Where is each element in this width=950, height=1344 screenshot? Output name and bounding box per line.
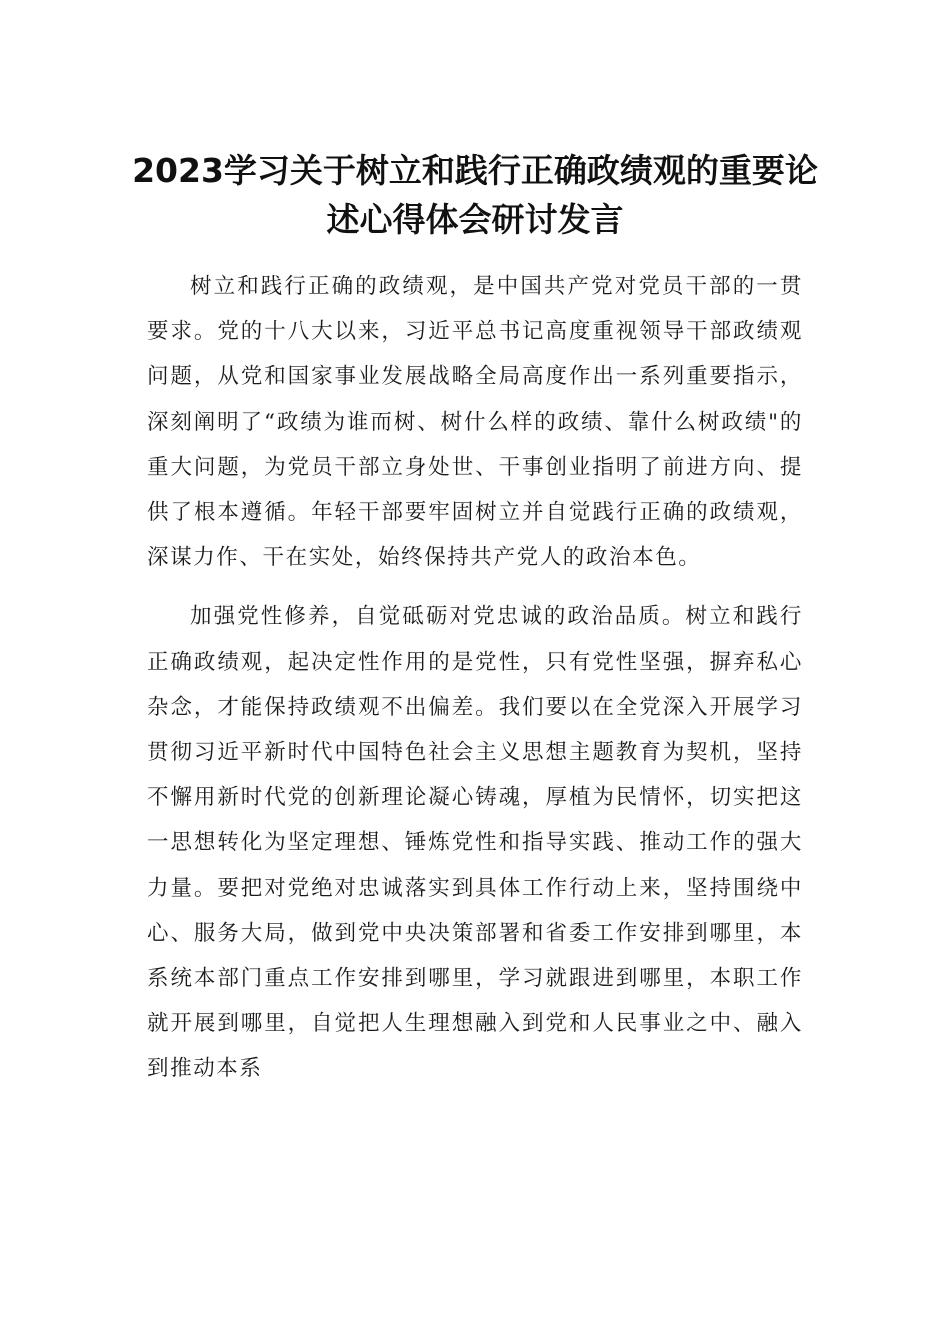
document-body xyxy=(147,264,803,1106)
document-title: 2023学习关于树立和践行正确政绩观的重要论述心得体会研讨发言 xyxy=(132,151,818,239)
paragraph-1: 树立和践行正确的政绩观，是中国共产党对党员干部的一贯要求。党的十八大以来，习近平总书记高度重视领导干部政绩观问题，从党和国家事业发展战略全局高度作出一系列重要指示，深刻阐明了“政绩为谁而树、树什么样的政绩、靠什么树政绩"的重大问题，为党员干部立身处世、干事创业指明了前进方向、提供了根本遵循。年轻干部要牢固树立并自觉践行正确的政绩观，深谋力作、干在实处，始终保持共产党人的政治本色。 xyxy=(147,274,803,571)
paragraph-2: 加强党性修养，自觉砥砺对党忠诚的政治品质。树立和践行正确政绩观，起决定性作用的是党性，只有党性坚强，摒弃私心杂念，才能保持政绩观不出偏差。我们要以在全党深入开展学习贯彻习近平新时代中国特色社会主义思想主题教育为契机，坚持不懈用新时代党的创新理论凝心铸魂，厚植为民情怀，切实把这一思想转化为坚定理想、锤炼党性和指导实践、推动工作的强大力量。要把对党绝对忠诚落实到具体工作行动上来，坚持围绕中心、服务大局，做到党中央决策部署和省委工作安排到哪里，本系统本部门重点工作安排到哪里，学习就跟进到哪里，本职工作就开展到哪里，自觉把人生理想融入到党和人民事业之中、融入到推动本系 xyxy=(147,604,803,1082)
